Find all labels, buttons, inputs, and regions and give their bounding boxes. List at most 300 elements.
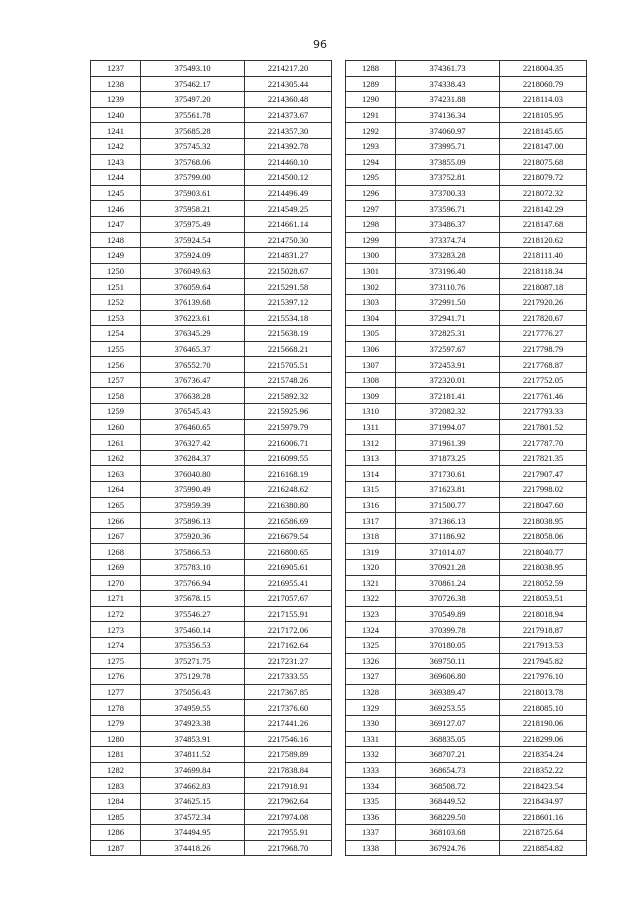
point-id-cell: 1289 (346, 76, 396, 92)
point-id-cell: 1303 (346, 294, 396, 310)
x-coordinate-cell: 375561.78 (141, 107, 245, 123)
y-coordinate-cell: 2218058.06 (500, 528, 587, 544)
y-coordinate-cell: 2217376.60 (245, 700, 332, 716)
point-id-cell: 1245 (91, 185, 141, 201)
x-coordinate-cell: 369606.80 (396, 669, 500, 685)
y-coordinate-cell: 2217968.70 (245, 840, 332, 856)
coordinate-table-left-body (91, 61, 332, 856)
table-row (346, 138, 587, 154)
y-coordinate-cell: 2218087.18 (500, 279, 587, 295)
x-coordinate-cell: 376545.43 (141, 404, 245, 420)
x-coordinate-cell: 375866.53 (141, 544, 245, 560)
x-coordinate-cell: 375975.49 (141, 216, 245, 232)
x-coordinate-cell: 375546.27 (141, 606, 245, 622)
point-id-cell: 1298 (346, 216, 396, 232)
x-coordinate-cell: 376552.70 (141, 357, 245, 373)
x-coordinate-cell: 375493.10 (141, 61, 245, 77)
table-row (91, 185, 332, 201)
y-coordinate-cell: 2214360.48 (245, 92, 332, 108)
point-id-cell: 1258 (91, 388, 141, 404)
y-coordinate-cell: 2214460.10 (245, 154, 332, 170)
point-id-cell: 1261 (91, 435, 141, 451)
x-coordinate-cell: 375766.94 (141, 575, 245, 591)
x-coordinate-cell: 374959.55 (141, 700, 245, 716)
table-row (346, 700, 587, 716)
x-coordinate-cell: 371014.07 (396, 544, 500, 560)
table-row (91, 653, 332, 669)
x-coordinate-cell: 374699.84 (141, 762, 245, 778)
point-id-cell: 1302 (346, 279, 396, 295)
table-row (91, 279, 332, 295)
point-id-cell: 1260 (91, 419, 141, 435)
table-row (346, 404, 587, 420)
x-coordinate-cell: 373110.76 (396, 279, 500, 295)
table-row (91, 310, 332, 326)
y-coordinate-cell: 2217155.91 (245, 606, 332, 622)
point-id-cell: 1316 (346, 497, 396, 513)
x-coordinate-cell: 374572.34 (141, 809, 245, 825)
x-coordinate-cell: 372181.41 (396, 388, 500, 404)
point-id-cell: 1252 (91, 294, 141, 310)
point-id-cell: 1307 (346, 357, 396, 373)
y-coordinate-cell: 2217838.84 (245, 762, 332, 778)
table-row (346, 326, 587, 342)
y-coordinate-cell: 2216099.55 (245, 450, 332, 466)
table-row (91, 606, 332, 622)
point-id-cell: 1272 (91, 606, 141, 622)
y-coordinate-cell: 2218075.68 (500, 154, 587, 170)
y-coordinate-cell: 2214392.78 (245, 138, 332, 154)
y-coordinate-cell: 2218040.77 (500, 544, 587, 560)
table-row (91, 216, 332, 232)
x-coordinate-cell: 374662.83 (141, 778, 245, 794)
point-id-cell: 1335 (346, 793, 396, 809)
y-coordinate-cell: 2217918.91 (245, 778, 332, 794)
x-coordinate-cell: 376465.37 (141, 341, 245, 357)
table-row (346, 232, 587, 248)
x-coordinate-cell: 371873.25 (396, 450, 500, 466)
y-coordinate-cell: 2217998.02 (500, 482, 587, 498)
table-row (91, 232, 332, 248)
table-row (346, 123, 587, 139)
point-id-cell: 1297 (346, 201, 396, 217)
x-coordinate-cell: 369389.47 (396, 684, 500, 700)
table-row (91, 294, 332, 310)
x-coordinate-cell: 368103.68 (396, 825, 500, 841)
y-coordinate-cell: 2215979.79 (245, 419, 332, 435)
point-id-cell: 1265 (91, 497, 141, 513)
x-coordinate-cell: 374923.38 (141, 715, 245, 731)
y-coordinate-cell: 2218299.06 (500, 731, 587, 747)
x-coordinate-cell: 369253.55 (396, 700, 500, 716)
point-id-cell: 1274 (91, 637, 141, 653)
y-coordinate-cell: 2218079.72 (500, 170, 587, 186)
x-coordinate-cell: 373995.71 (396, 138, 500, 154)
table-row (346, 825, 587, 841)
x-coordinate-cell: 375497.20 (141, 92, 245, 108)
table-row (346, 778, 587, 794)
x-coordinate-cell: 376327.42 (141, 435, 245, 451)
table-row (91, 591, 332, 607)
point-id-cell: 1264 (91, 482, 141, 498)
x-coordinate-cell: 373752.81 (396, 170, 500, 186)
table-row (91, 372, 332, 388)
x-coordinate-cell: 371961.39 (396, 435, 500, 451)
y-coordinate-cell: 2216955.41 (245, 575, 332, 591)
point-id-cell: 1259 (91, 404, 141, 420)
point-id-cell: 1238 (91, 76, 141, 92)
y-coordinate-cell: 2218854.82 (500, 840, 587, 856)
point-id-cell: 1266 (91, 513, 141, 529)
point-id-cell: 1281 (91, 747, 141, 763)
x-coordinate-cell: 375678.15 (141, 591, 245, 607)
y-coordinate-cell: 2217162.64 (245, 637, 332, 653)
y-coordinate-cell: 2216006.71 (245, 435, 332, 451)
x-coordinate-cell: 372597.67 (396, 341, 500, 357)
point-id-cell: 1310 (346, 404, 396, 420)
x-coordinate-cell: 373855.09 (396, 154, 500, 170)
table-row (91, 809, 332, 825)
point-id-cell: 1286 (91, 825, 141, 841)
x-coordinate-cell: 375745.32 (141, 138, 245, 154)
point-id-cell: 1278 (91, 700, 141, 716)
table-row (91, 76, 332, 92)
x-coordinate-cell: 375924.54 (141, 232, 245, 248)
point-id-cell: 1241 (91, 123, 141, 139)
table-row (346, 341, 587, 357)
x-coordinate-cell: 372453.91 (396, 357, 500, 373)
x-coordinate-cell: 375783.10 (141, 560, 245, 576)
table-row (346, 684, 587, 700)
point-id-cell: 1240 (91, 107, 141, 123)
y-coordinate-cell: 2218142.29 (500, 201, 587, 217)
y-coordinate-cell: 2218190.06 (500, 715, 587, 731)
table-row (346, 216, 587, 232)
y-coordinate-cell: 2215638.19 (245, 326, 332, 342)
table-row (346, 92, 587, 108)
y-coordinate-cell: 2217945.82 (500, 653, 587, 669)
y-coordinate-cell: 2216380.80 (245, 497, 332, 513)
x-coordinate-cell: 374136.34 (396, 107, 500, 123)
table-row (91, 497, 332, 513)
table-row (346, 809, 587, 825)
point-id-cell: 1305 (346, 326, 396, 342)
y-coordinate-cell: 2214831.27 (245, 248, 332, 264)
point-id-cell: 1338 (346, 840, 396, 856)
y-coordinate-cell: 2215291.58 (245, 279, 332, 295)
x-coordinate-cell: 375896.13 (141, 513, 245, 529)
x-coordinate-cell: 374853.91 (141, 731, 245, 747)
y-coordinate-cell: 2214217.20 (245, 61, 332, 77)
x-coordinate-cell: 374060.97 (396, 123, 500, 139)
x-coordinate-cell: 371186.92 (396, 528, 500, 544)
point-id-cell: 1314 (346, 466, 396, 482)
point-id-cell: 1257 (91, 372, 141, 388)
y-coordinate-cell: 2217768.87 (500, 357, 587, 373)
table-row (346, 419, 587, 435)
point-id-cell: 1311 (346, 419, 396, 435)
x-coordinate-cell: 375271.75 (141, 653, 245, 669)
point-id-cell: 1250 (91, 263, 141, 279)
point-id-cell: 1326 (346, 653, 396, 669)
x-coordinate-cell: 373596.71 (396, 201, 500, 217)
table-row (346, 263, 587, 279)
y-coordinate-cell: 2217333.55 (245, 669, 332, 685)
y-coordinate-cell: 2218118.34 (500, 263, 587, 279)
table-row (346, 653, 587, 669)
x-coordinate-cell: 376139.68 (141, 294, 245, 310)
table-row (91, 419, 332, 435)
point-id-cell: 1277 (91, 684, 141, 700)
y-coordinate-cell: 2217057.67 (245, 591, 332, 607)
y-coordinate-cell: 2217798.79 (500, 341, 587, 357)
point-id-cell: 1290 (346, 92, 396, 108)
table-row (91, 747, 332, 763)
point-id-cell: 1280 (91, 731, 141, 747)
point-id-cell: 1291 (346, 107, 396, 123)
table-row (91, 326, 332, 342)
y-coordinate-cell: 2217367.85 (245, 684, 332, 700)
table-row (91, 528, 332, 544)
point-id-cell: 1315 (346, 482, 396, 498)
point-id-cell: 1309 (346, 388, 396, 404)
point-id-cell: 1251 (91, 279, 141, 295)
y-coordinate-cell: 2214661.14 (245, 216, 332, 232)
x-coordinate-cell: 376059.64 (141, 279, 245, 295)
point-id-cell: 1319 (346, 544, 396, 560)
point-id-cell: 1270 (91, 575, 141, 591)
table-row (346, 544, 587, 560)
x-coordinate-cell: 371730.61 (396, 466, 500, 482)
y-coordinate-cell: 2218601.16 (500, 809, 587, 825)
table-row (91, 825, 332, 841)
table-row (346, 435, 587, 451)
point-id-cell: 1269 (91, 560, 141, 576)
table-row (346, 388, 587, 404)
y-coordinate-cell: 2217907.47 (500, 466, 587, 482)
x-coordinate-cell: 376460.65 (141, 419, 245, 435)
point-id-cell: 1276 (91, 669, 141, 685)
table-row (91, 731, 332, 747)
y-coordinate-cell: 2217976.10 (500, 669, 587, 685)
point-id-cell: 1294 (346, 154, 396, 170)
y-coordinate-cell: 2218085.10 (500, 700, 587, 716)
point-id-cell: 1336 (346, 809, 396, 825)
table-row (346, 731, 587, 747)
y-coordinate-cell: 2214373.67 (245, 107, 332, 123)
y-coordinate-cell: 2216168.19 (245, 466, 332, 482)
y-coordinate-cell: 2214500.12 (245, 170, 332, 186)
table-row (91, 793, 332, 809)
point-id-cell: 1304 (346, 310, 396, 326)
table-row (346, 466, 587, 482)
point-id-cell: 1317 (346, 513, 396, 529)
table-row (91, 388, 332, 404)
y-coordinate-cell: 2217761.46 (500, 388, 587, 404)
x-coordinate-cell: 375903.61 (141, 185, 245, 201)
point-id-cell: 1262 (91, 450, 141, 466)
point-id-cell: 1301 (346, 263, 396, 279)
coordinate-table-right (345, 60, 587, 856)
y-coordinate-cell: 2217918.87 (500, 622, 587, 638)
point-id-cell: 1253 (91, 310, 141, 326)
point-id-cell: 1327 (346, 669, 396, 685)
table-row (91, 435, 332, 451)
x-coordinate-cell: 372941.71 (396, 310, 500, 326)
y-coordinate-cell: 2218013.78 (500, 684, 587, 700)
y-coordinate-cell: 2214750.30 (245, 232, 332, 248)
point-id-cell: 1283 (91, 778, 141, 794)
y-coordinate-cell: 2218354.24 (500, 747, 587, 763)
point-id-cell: 1322 (346, 591, 396, 607)
point-id-cell: 1300 (346, 248, 396, 264)
table-row (346, 762, 587, 778)
table-row (91, 341, 332, 357)
x-coordinate-cell: 373283.28 (396, 248, 500, 264)
x-coordinate-cell: 375920.36 (141, 528, 245, 544)
x-coordinate-cell: 374494.95 (141, 825, 245, 841)
x-coordinate-cell: 373486.37 (396, 216, 500, 232)
y-coordinate-cell: 2218147.68 (500, 216, 587, 232)
x-coordinate-cell: 376223.61 (141, 310, 245, 326)
table-row (91, 357, 332, 373)
point-id-cell: 1284 (91, 793, 141, 809)
x-coordinate-cell: 370180.05 (396, 637, 500, 653)
x-coordinate-cell: 374361.73 (396, 61, 500, 77)
point-id-cell: 1328 (346, 684, 396, 700)
point-id-cell: 1237 (91, 61, 141, 77)
x-coordinate-cell: 367924.76 (396, 840, 500, 856)
table-row (91, 575, 332, 591)
table-row (91, 466, 332, 482)
x-coordinate-cell: 369127.07 (396, 715, 500, 731)
x-coordinate-cell: 375959.39 (141, 497, 245, 513)
table-row (91, 513, 332, 529)
y-coordinate-cell: 2217801.52 (500, 419, 587, 435)
point-id-cell: 1318 (346, 528, 396, 544)
x-coordinate-cell: 372991.50 (396, 294, 500, 310)
x-coordinate-cell: 368229.50 (396, 809, 500, 825)
point-id-cell: 1243 (91, 154, 141, 170)
y-coordinate-cell: 2217752.05 (500, 372, 587, 388)
x-coordinate-cell: 370861.24 (396, 575, 500, 591)
table-row (346, 170, 587, 186)
coordinate-table-left (90, 60, 332, 856)
y-coordinate-cell: 2215748.26 (245, 372, 332, 388)
point-id-cell: 1249 (91, 248, 141, 264)
y-coordinate-cell: 2215892.32 (245, 388, 332, 404)
y-coordinate-cell: 2214357.30 (245, 123, 332, 139)
y-coordinate-cell: 2217776.27 (500, 326, 587, 342)
table-row (91, 482, 332, 498)
point-id-cell: 1313 (346, 450, 396, 466)
table-row (91, 778, 332, 794)
point-id-cell: 1321 (346, 575, 396, 591)
point-id-cell: 1254 (91, 326, 141, 342)
y-coordinate-cell: 2218352.22 (500, 762, 587, 778)
y-coordinate-cell: 2217974.08 (245, 809, 332, 825)
x-coordinate-cell: 373196.40 (396, 263, 500, 279)
point-id-cell: 1267 (91, 528, 141, 544)
x-coordinate-cell: 372082.32 (396, 404, 500, 420)
point-id-cell: 1320 (346, 560, 396, 576)
table-row (346, 840, 587, 856)
y-coordinate-cell: 2217787.70 (500, 435, 587, 451)
x-coordinate-cell: 372320.01 (396, 372, 500, 388)
point-id-cell: 1296 (346, 185, 396, 201)
table-row (346, 793, 587, 809)
table-row (346, 575, 587, 591)
x-coordinate-cell: 375768.06 (141, 154, 245, 170)
y-coordinate-cell: 2218120.62 (500, 232, 587, 248)
point-id-cell: 1285 (91, 809, 141, 825)
point-id-cell: 1268 (91, 544, 141, 560)
x-coordinate-cell: 368654.73 (396, 762, 500, 778)
x-coordinate-cell: 371500.77 (396, 497, 500, 513)
y-coordinate-cell: 2214549.25 (245, 201, 332, 217)
x-coordinate-cell: 370726.38 (396, 591, 500, 607)
table-row (91, 107, 332, 123)
y-coordinate-cell: 2217920.26 (500, 294, 587, 310)
y-coordinate-cell: 2218047.60 (500, 497, 587, 513)
y-coordinate-cell: 2215705.51 (245, 357, 332, 373)
point-id-cell: 1287 (91, 840, 141, 856)
y-coordinate-cell: 2217231.27 (245, 653, 332, 669)
x-coordinate-cell: 375924.09 (141, 248, 245, 264)
table-row (346, 248, 587, 264)
point-id-cell: 1295 (346, 170, 396, 186)
x-coordinate-cell: 374625.15 (141, 793, 245, 809)
table-row (91, 263, 332, 279)
x-coordinate-cell: 376284.37 (141, 450, 245, 466)
x-coordinate-cell: 376736.47 (141, 372, 245, 388)
x-coordinate-cell: 373374.74 (396, 232, 500, 248)
point-id-cell: 1246 (91, 201, 141, 217)
point-id-cell: 1273 (91, 622, 141, 638)
y-coordinate-cell: 2218018.94 (500, 606, 587, 622)
point-id-cell: 1263 (91, 466, 141, 482)
point-id-cell: 1256 (91, 357, 141, 373)
y-coordinate-cell: 2218147.00 (500, 138, 587, 154)
point-id-cell: 1255 (91, 341, 141, 357)
y-coordinate-cell: 2217172.06 (245, 622, 332, 638)
table-row (346, 560, 587, 576)
y-coordinate-cell: 2217546.16 (245, 731, 332, 747)
y-coordinate-cell: 2215028.67 (245, 263, 332, 279)
table-row (346, 513, 587, 529)
table-row (346, 201, 587, 217)
y-coordinate-cell: 2218145.65 (500, 123, 587, 139)
point-id-cell: 1293 (346, 138, 396, 154)
point-id-cell: 1244 (91, 170, 141, 186)
table-row (91, 170, 332, 186)
table-row (346, 637, 587, 653)
y-coordinate-cell: 2218114.03 (500, 92, 587, 108)
point-id-cell: 1312 (346, 435, 396, 451)
table-row (91, 622, 332, 638)
point-id-cell: 1333 (346, 762, 396, 778)
y-coordinate-cell: 2216586.69 (245, 513, 332, 529)
y-coordinate-cell: 2218423.54 (500, 778, 587, 794)
x-coordinate-cell: 374418.26 (141, 840, 245, 856)
table-row (91, 762, 332, 778)
x-coordinate-cell: 375356.53 (141, 637, 245, 653)
table-row (91, 544, 332, 560)
point-id-cell: 1325 (346, 637, 396, 653)
point-id-cell: 1292 (346, 123, 396, 139)
x-coordinate-cell: 373700.33 (396, 185, 500, 201)
x-coordinate-cell: 374811.52 (141, 747, 245, 763)
